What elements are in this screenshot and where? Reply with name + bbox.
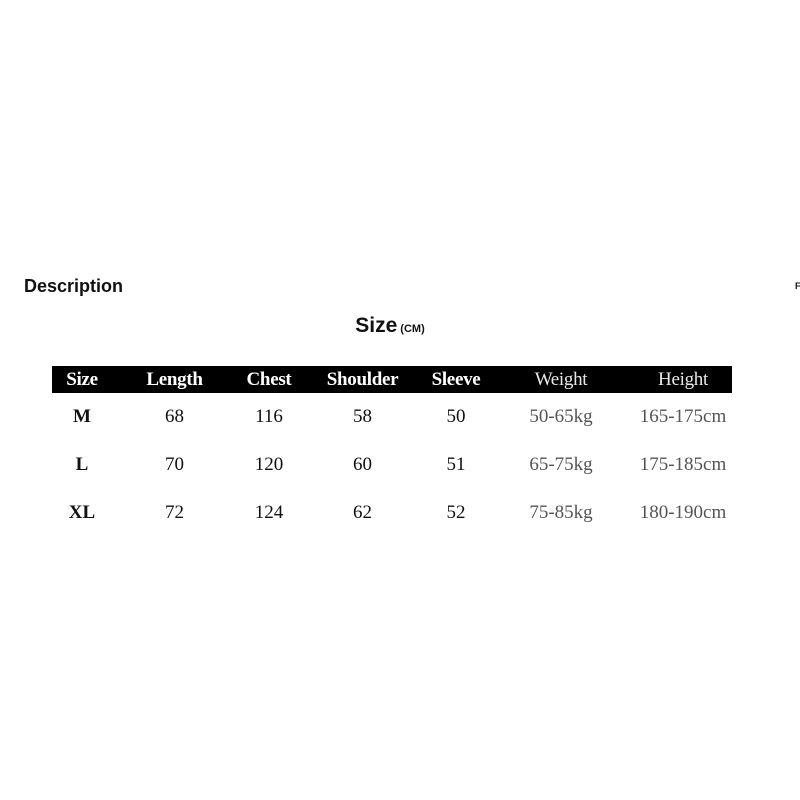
column-header-weight: Weight [534,368,588,390]
cell-size: M [73,406,91,427]
table-row [52,489,732,537]
cell-sleeve: 50 [446,406,466,427]
cell-sleeve: 51 [446,454,466,475]
column-header-chest: Chest [246,368,292,390]
table-row [52,393,732,441]
cell-height: 175-185cm [639,454,727,475]
cell-shoulder: 58 [353,406,372,427]
cell-weight: 50-65kg [529,406,593,427]
column-header-height: Height [658,368,708,390]
column-header-shoulder: Shoulder [326,368,399,390]
cell-size: L [75,454,89,475]
size-table-unit: (CM) [400,323,425,335]
cell-weight: 65-75kg [529,454,593,475]
cell-height: 165-175cm [639,406,727,427]
cell-chest: 124 [254,502,284,523]
size-table-title-text: Size [355,314,398,337]
size-table-title [0,314,780,338]
cell-shoulder: 62 [353,502,372,523]
cell-length: 70 [165,454,184,475]
column-header-sleeve: Sleeve [431,368,481,390]
cell-length: 72 [165,502,184,523]
table-row [52,441,732,489]
cell-chest: 120 [254,454,284,475]
cell-size: XL [68,502,96,523]
cell-chest: 116 [255,406,283,427]
column-header-size: Size [66,368,98,390]
cell-weight: 75-85kg [529,502,593,523]
column-header-length: Length [146,368,203,390]
cut-off-edge-letter: F [795,281,800,291]
cell-shoulder: 60 [353,454,372,475]
cell-height: 180-190cm [639,502,727,523]
size-table-header-row [52,366,732,393]
cell-sleeve: 52 [446,502,466,523]
cell-length: 68 [165,406,184,427]
description-heading: Description [24,276,124,296]
size-table [52,366,732,537]
